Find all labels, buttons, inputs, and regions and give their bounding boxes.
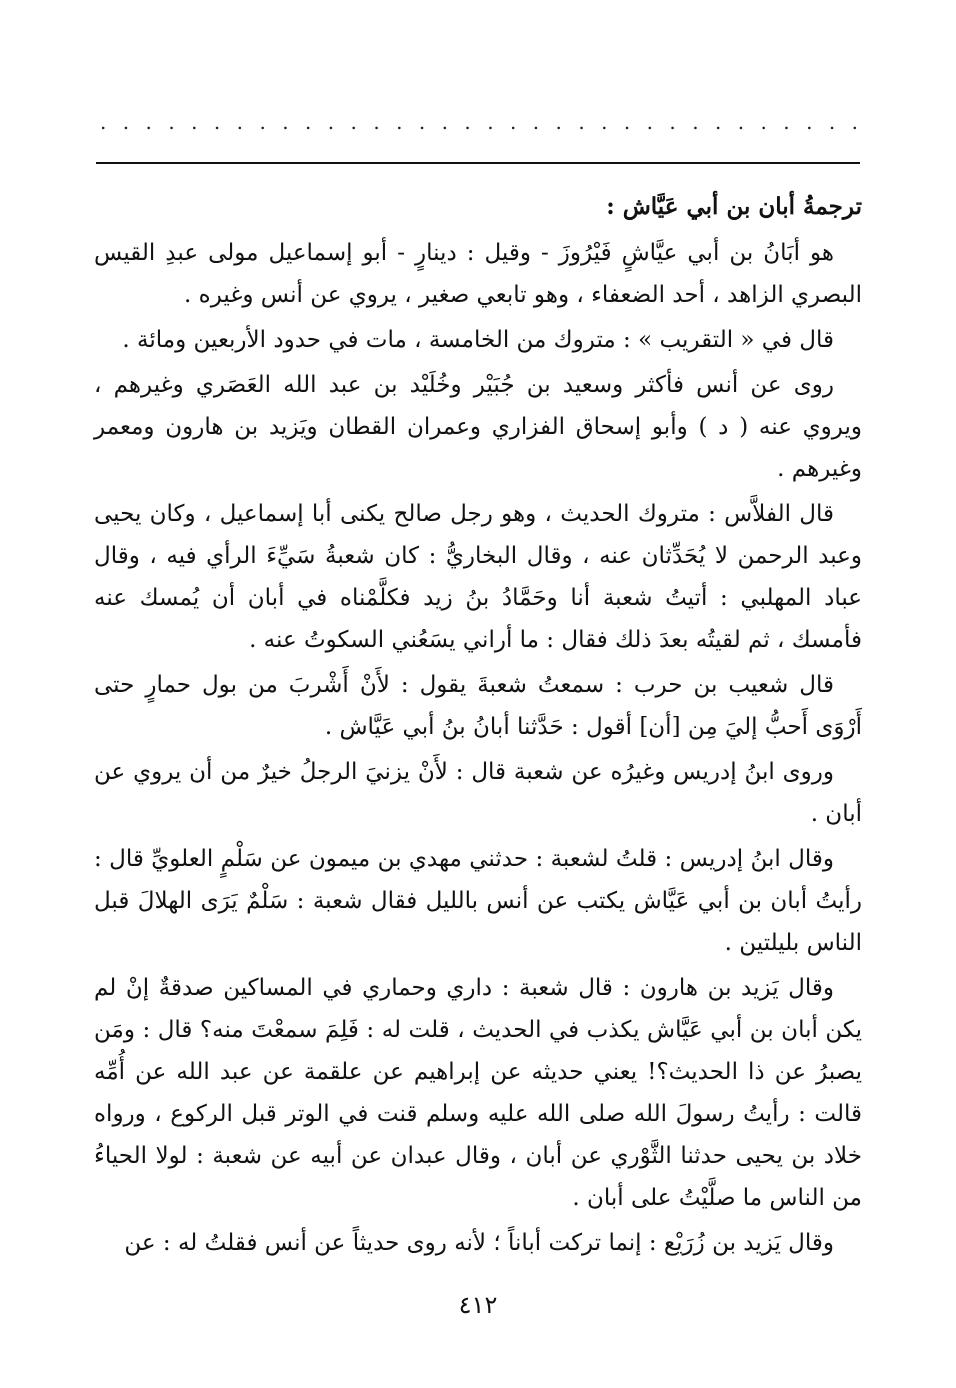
header-dot-leader: . . . . . . . . . . . . . . . . . . . . . . . . . . . . . . . . . . <box>100 110 858 134</box>
paragraph: قال الفلاَّس : متروك الحديث ، وهو رجل صالح يكنى أبا إسماعيل ، وكان يحيى وعبد الرحمن لا يُحَدِّثان عنه ، وقال البخاريُّ : كان شعبةُ سَيِّءَ الرأي فيه ، وقال عباد المهلبي : أتيتُ شعبة أنا وحَمَّادُ بنُ زيد فكلَّمْناه في أبان أن يُمسك عنه فأمسك ، ثم لقيتُه بعدَ ذلك فقال : ما أراني يسَعُني السكوتُ عنه . <box>94 501 862 653</box>
paragraph: وقال يَزيد بن هارون : قال شعبة : داري وحماري في المساكين صدقةٌ إنْ لم يكن أبان بن أبي عَيَّاش يكذب في الحديث ، قلت له : فَلِمَ سمعْتَ منه؟ قال : ومَن يصبرُ عن ذا الحديث؟! يعني حديثه عن إبراهيم عن علقمة عن عبد الله عن أُمِّه قالت : رأيتُ رسولَ الله صلى الله عليه وسلم قنت في الوتر قبل الركوع ، ورواه خلاد بن يحيى حدثنا الثَّوْري عن أبان ، وقال عبدان عن أبيه عن شعبة : لولا الحياءُ من الناس ما صلَّيْتُ على أبان . <box>94 975 862 1211</box>
section-title: ترجمةُ أبان بن أبي عَيَّاش : <box>606 193 862 220</box>
paragraph: روى عن أنس فأكثر وسعيد بن جُبَيْر وخُلَيْد بن عبد الله العَصَري وغيرهم ، ويروي عنه ( د ) وأبو إسحاق الفزاري وعمران القطان ويَزيد بن هارون ومعمر وغيرهم . <box>94 372 862 482</box>
paragraph: قال شعيب بن حرب : سمعتُ شعبةَ يقول : لأَنْ أَشْربَ من بول حمارٍ حتى أَرْوَى أَحبُّ إليَ مِن [أن] أقول : حَدَّثنا أبانُ بنُ أبي عَيَّاش . <box>94 672 862 740</box>
paragraph: وقال ابنُ إدريس : قلتُ لشعبة : حدثني مهدي بن ميمون عن سَلْمٍ العلويِّ قال : رأيتُ أبان بن أبي عَيَّاش يكتب عن أنس بالليل فقال شعبة : سَلْمٌ يَرَى الهلالَ قبل الناس بليلتين . <box>94 846 862 956</box>
paragraph: قال في « التقريب » : متروك من الخامسة ، مات في حدود الأربعين ومائة . <box>122 327 834 353</box>
paragraph: وروى ابنُ إدريس وغيرُه عن شعبة قال : لأَنْ يزنيَ الرجلُ خيرٌ من أن يروي عن أبان . <box>94 759 862 827</box>
page-number: ٤١٢ <box>458 1291 498 1319</box>
paragraph: هو أبَانُ بن أبي عيَّاشٍ فَيْرُوزَ - وقيل : دينارٍ - أبو إسماعيل مولى عبدِ القيس البصري الزاهد ، أحد الضعفاء ، وهو تابعي صغير ، يروي عن أنس وغيره . <box>94 240 862 308</box>
paragraph: وقال يَزيد بن زُرَيْع : إنما تركت أباناً ؛ لأنه روى حديثاً عن أنس فقلتُ له : عن <box>124 1230 834 1256</box>
main-text <box>94 186 862 1267</box>
header-rule <box>96 162 860 164</box>
